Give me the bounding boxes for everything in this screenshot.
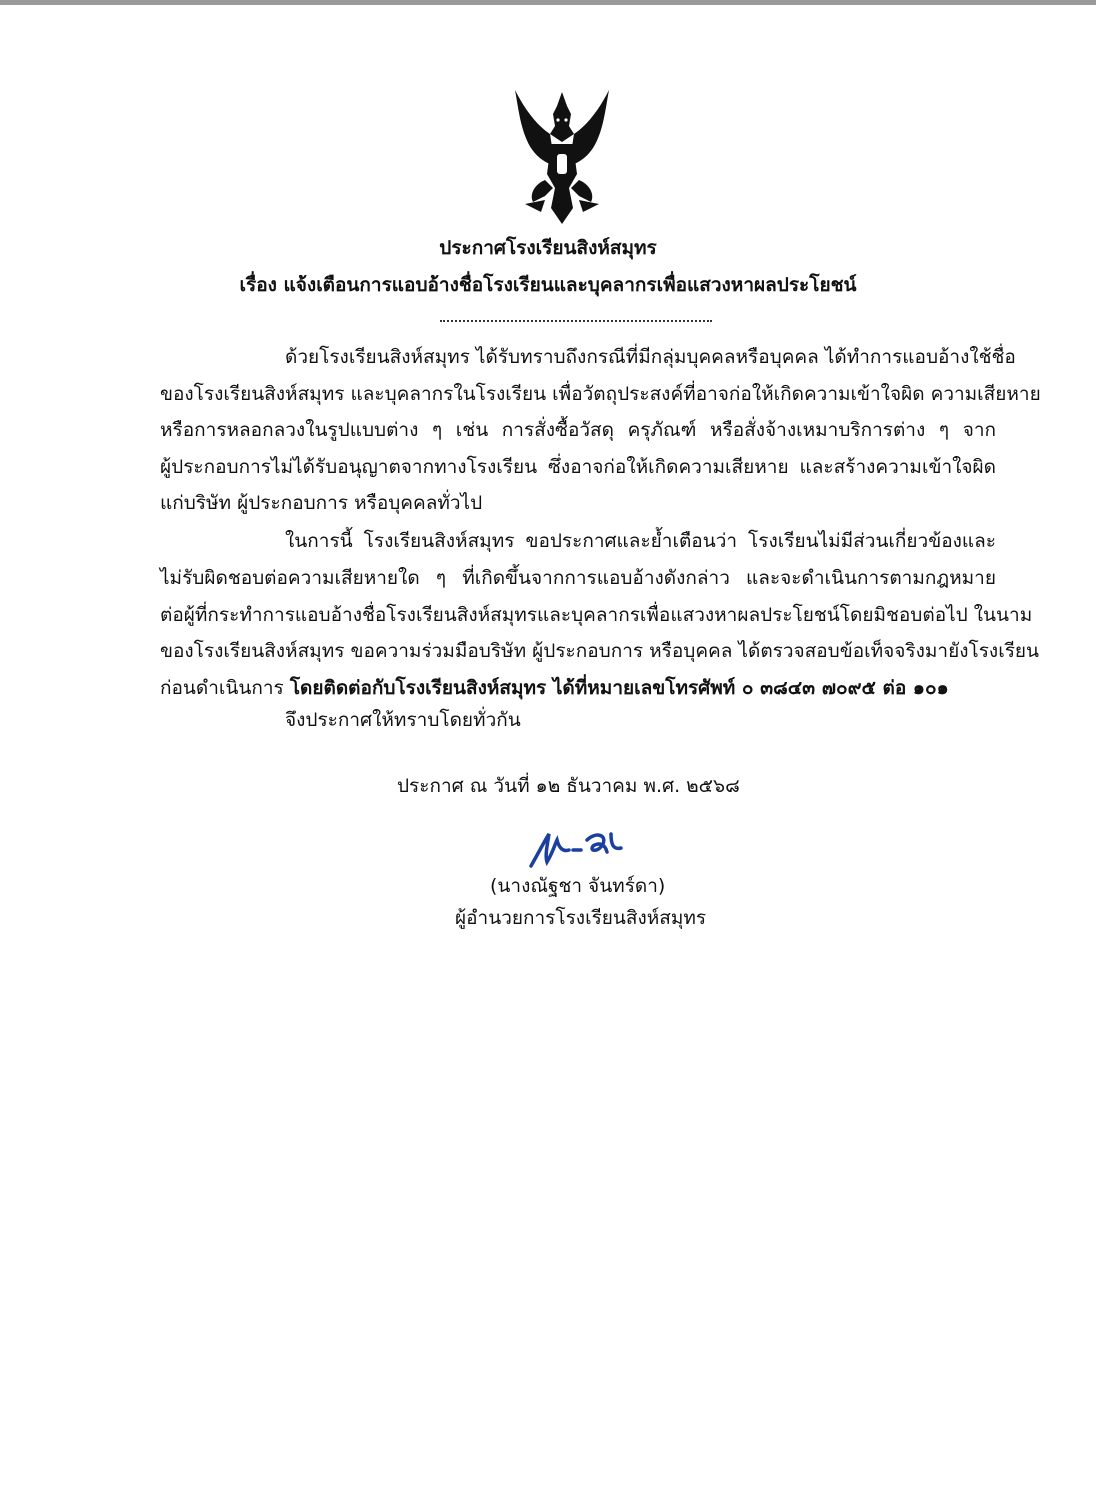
paragraph-2-line: ต่อผู้ที่กระทำการแอบอ้างชื่อโรงเรียนสิงห์สมุทรและบุคลากรเพื่อแสวงหาผลประโยชน์โดยมิชอบต่อไป ในนาม — [160, 604, 1033, 626]
paragraph-2-line: ในการนี้ โรงเรียนสิงห์สมุทร ขอประกาศและย้ำเตือนว่า โรงเรียนไม่มีส่วนเกี่ยวข้องและ — [285, 530, 996, 552]
dotted-divider — [440, 320, 712, 322]
announcement-date: ประกาศ ณ วันที่ ๑๒ ธันวาคม พ.ศ. ๒๕๖๘ — [397, 775, 740, 797]
signature — [525, 822, 625, 872]
scan-top-edge — [0, 0, 1096, 5]
paragraph-2-lead: ก่อนดำเนินการ — [160, 677, 290, 699]
closing-statement: จึงประกาศให้ทราบโดยทั่วกัน — [285, 709, 521, 731]
paragraph-1-line: แก่บริษัท ผู้ประกอบการ หรือบุคคลทั่วไป — [160, 492, 483, 514]
paragraph-2-line: ของโรงเรียนสิงห์สมุทร ขอความร่วมมือบริษัท ผู้ประกอบการ หรือบุคคล ได้ตรวจสอบข้อเท็จจริงมายังโรงเรียน — [160, 640, 1040, 662]
paragraph-1-line: ของโรงเรียนสิงห์สมุทร และบุคลากรในโรงเรียน เพื่อวัตถุประสงค์ที่อาจก่อให้เกิดความเข้าใจผิด ความเสียหาย — [160, 383, 1041, 405]
paragraph-2-last-line — [160, 673, 996, 703]
document-subject: เรื่อง แจ้งเตือนการแอบอ้างชื่อโรงเรียนและบุคลากรเพื่อแสวงหาผลประโยชน์ — [239, 274, 857, 296]
document-title: ประกาศโรงเรียนสิงห์สมุทร — [439, 237, 657, 259]
signatory-position: ผู้อำนวยการโรงเรียนสิงห์สมุทร — [455, 907, 707, 929]
paragraph-2-line: ไม่รับผิดชอบต่อความเสียหายใด ๆ ที่เกิดขึ้นจากการแอบอ้างดังกล่าว และจะดำเนินการตามกฎหมาย — [160, 567, 996, 589]
paragraph-1-line: ด้วยโรงเรียนสิงห์สมุทร ได้รับทราบถึงกรณีที่มีกลุ่มบุคคลหรือบุคคล ได้ทำการแอบอ้างใช้ชื่อ — [285, 346, 1016, 368]
signatory-name: (นางณัฐชา จันทร์ดา) — [490, 875, 666, 897]
garuda-emblem-icon — [505, 84, 619, 226]
paragraph-1-line: ผู้ประกอบการไม่ได้รับอนุญาตจากทางโรงเรียน ซึ่งอาจก่อให้เกิดความเสียหาย และสร้างความเข้าใจผิด — [160, 456, 996, 478]
contact-phone-text: โดยติดต่อกับโรงเรียนสิงห์สมุทร ได้ที่หมายเลขโทรศัพท์ ๐ ๓๘๔๓ ๗๐๙๕ ต่อ ๑๐๑ — [289, 677, 949, 699]
paragraph-1-line: หรือการหลอกลวงในรูปแบบต่าง ๆ เช่น การสั่งซื้อวัสดุ ครุภัณฑ์ หรือสั่งจ้างเหมาบริการต่าง ๆ จาก — [160, 419, 996, 441]
